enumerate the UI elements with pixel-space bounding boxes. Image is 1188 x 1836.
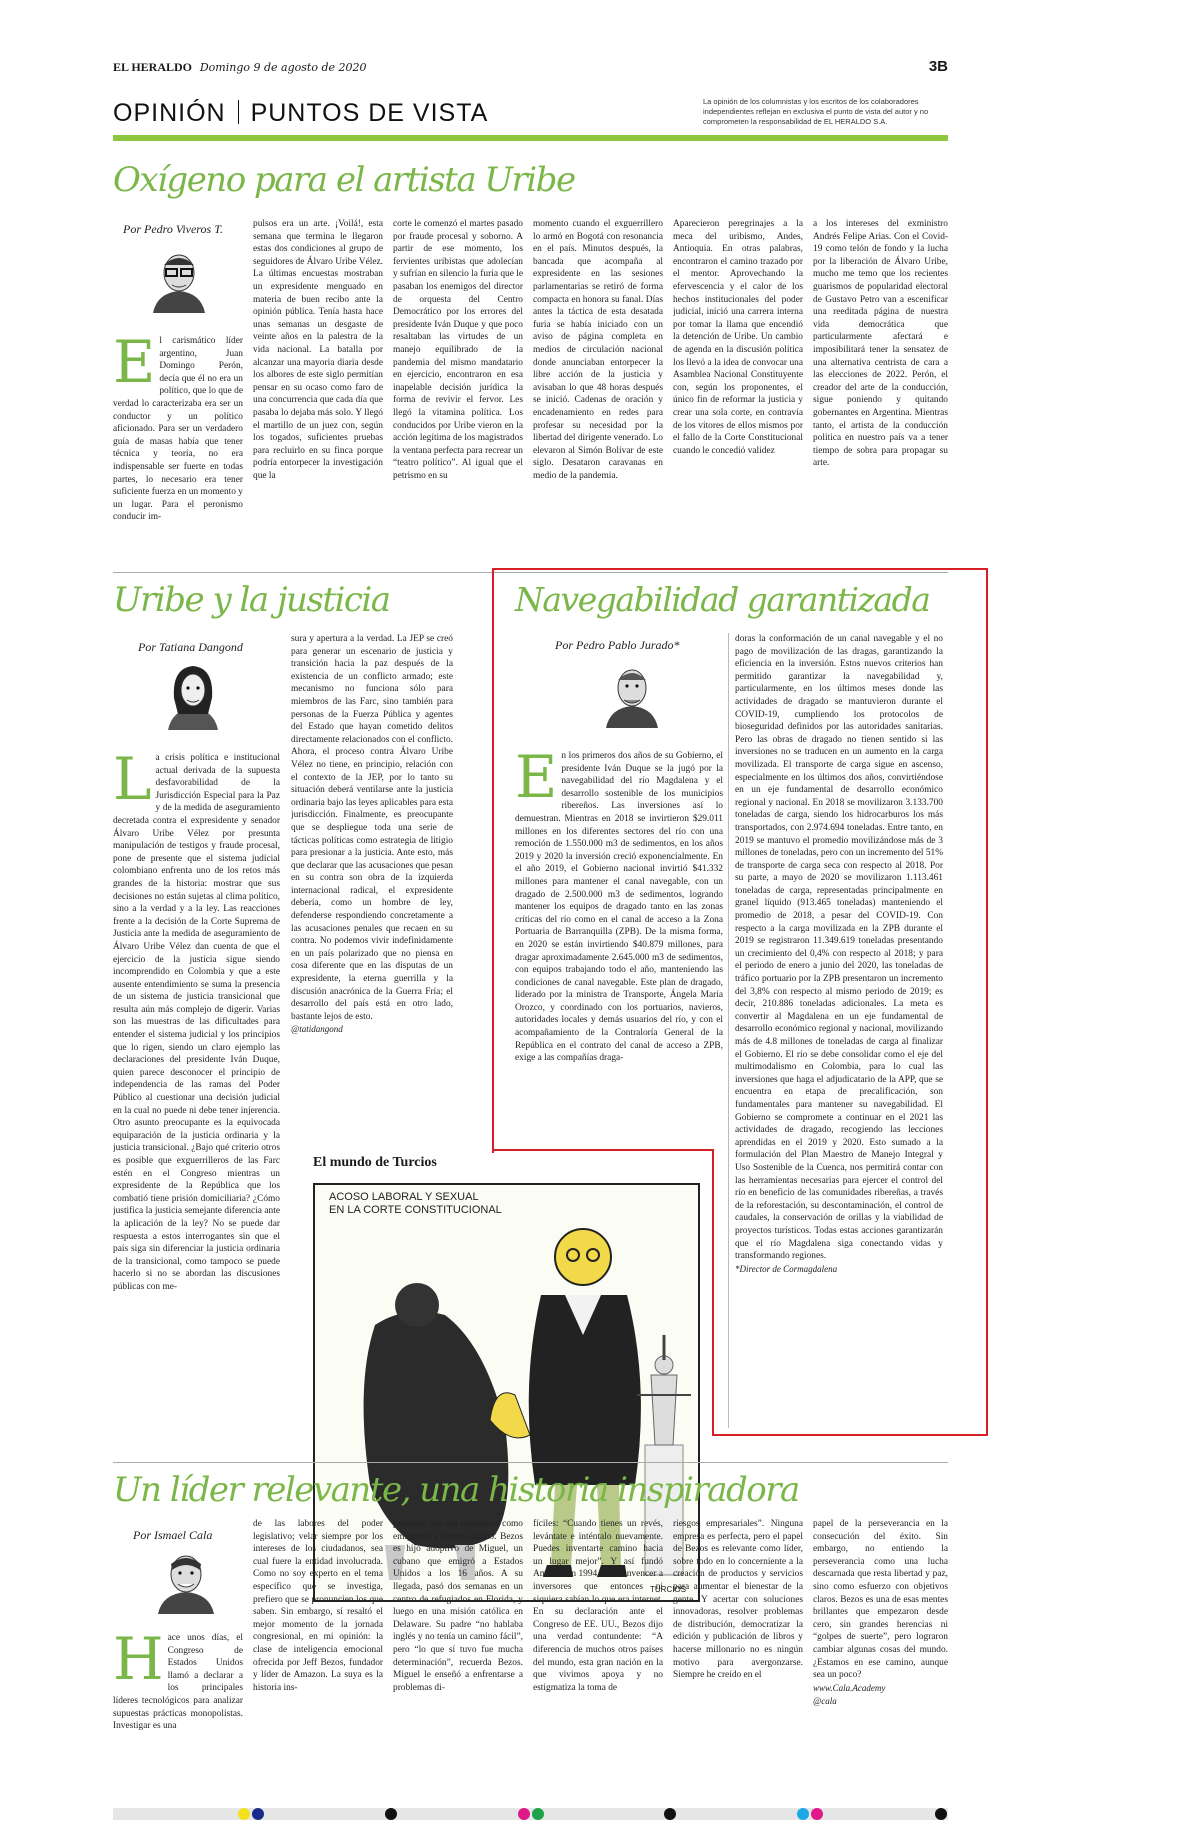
article4-column-3: piradora, que me conmueve como emigrante y como cubano. Bezos es hijo adoptivo de Miguel, un cubano que emigró a Estados Unidos a los 16 años. A su llegada, pasó dos semanas en un centro de refugiados en Florida, y luego en una misión católica en Delaware. Su padre “no hablaba inglés y no tenía un camino fácil”, pero “lo que sí tuvo fue mucha determinación”, recuerda Bezos. Miguel le enseñó a enfrentarse a problemas di- xyxy=(393,1519,523,1693)
article3-headline: Navegabilidad garantizada xyxy=(515,580,930,619)
registration-dot-icon xyxy=(935,1808,947,1820)
article4-column-5: riesgos empresariales”. Ninguna empresa es perfecta, pero el papel de Bezos es relevante como líder, sobre todo en lo concerniente a la creación de productos y servicios para aumentar el bienestar de la gente. Y acertar con soluciones innovadoras, resolver problemas de distribución, democratizar la edición y publicación de libros y hacerse millonario no es ningún motivo para avergonzarse. Siempre he creído en el xyxy=(673,1519,803,1681)
article3-dropcap: E xyxy=(515,750,558,811)
article4-column-4: fíciles: “Cuando tienes un revés, levántate e inténtalo nuevamente. Puedes inventarte camino hacia un lugar mejor”. Y así fundó Amazon en 1994, tras convencer a inversores que entonces ni siquiera sabían lo que era internet. En su declaración ante el Congreso de EE. UU., Bezos dijo una verdad contundente: “A diferencia de muchos otros países del mundo, esta gran nación en la que vivimos apoya y no estigmatiza la toma de xyxy=(533,1519,663,1693)
registration-dot-icon xyxy=(238,1808,250,1820)
article1-column-6: a los intereses del exministro Andrés Felipe Arias. Con el Covid-19 como telón de fondo y la lucha por la liberación de Álvaro Uribe, mucho me temo que los recientes guarismos de popularidad electoral de Gustavo Petro van a escenificar una reeditada página de nuestra vida democrática que particularmente afectará e imposibilitará tener la sensatez de una alternativa centrista de cara a las elecciones de 2022. Perón, el creador del arte de la conducción, sigue poniendo y quitando gobernantes en Argentina. Mientras tanto, el artista de la conducción política en nuestro país va a tener tiempo de sobra para propagar su arte. xyxy=(813,219,948,469)
cartoon-caption-line2: EN LA CORTE CONSTITUCIONAL xyxy=(329,1204,502,1216)
article1-column-1 xyxy=(113,335,243,540)
article4-column-1 xyxy=(113,1632,243,1800)
divider xyxy=(113,1462,948,1463)
article2-column-2 xyxy=(291,633,453,1133)
highlight-frame-top xyxy=(492,568,988,1153)
cartoon-signature: TURCIOS xyxy=(650,1585,686,1594)
article1-byline: Por Pedro Viveros T. xyxy=(123,222,223,236)
article1-headline: Oxígeno para el artista Uribe xyxy=(113,160,575,200)
section-separator xyxy=(238,100,239,124)
article4-column-6 xyxy=(813,1518,948,1800)
author-portrait-icon xyxy=(162,658,224,730)
article1-col1-text: l carismático líder argentino, Juan Domingo Perón, decía que él no era un político, que lo que de verdad lo caracterizaba era ser un conductor y un político aficionado. Para ser un verdadero guía de masas había que tener técnica y teoría, no era indispensable ser fuerte en todas partes, lo necesario era tener suficiente fuerza en un momento y un lugar. Para el peronismo conducir im- xyxy=(113,336,243,523)
disclaimer-note: La opinión de los columnistas y los escritos de los colaboradores independientes reflejan en exclusiva el punto de vista del autor y no comprometen la responsabilidad de EL HERALDO S.A. xyxy=(703,97,929,126)
section-name-opinion: OPINIÓN xyxy=(113,99,226,127)
article2-dropcap: L xyxy=(113,752,152,813)
newspaper-name: EL HERALDO xyxy=(113,60,193,74)
registration-dot-icon xyxy=(811,1808,823,1820)
article2-signature: @tatidangond xyxy=(291,1024,343,1035)
article3-col2-text: doras la conformación de un canal navegable y el no pago de movilización de las dragas, garantizando la eficiencia en la inversión. Estos nuevos criterios han permitido garantizar la navegabilidad y, particularmente, en los últimos meses donde las actividades de dragado se mantuvieron durante el COVID-19, cumpliendo los protocolos de bioseguridad definidos por las autoridades sanitarias. Pero las obras de dragado no tienen sentido si las inversiones no se traducen en un aumento en la carga movilizada. El transporte de carga sigue en ascenso, especialmente en los últimos dos años, convirtiéndose en un eje fundamental de desarrollo económico regional y nacional. En 2018 se movilizaron 3.133.700 toneladas de carga, siendo los hidrocarburos los más transportados, con 2.974.694 toneladas. Entre tanto, en 2019 se mantuvo el promedio movilizándose más de 3 millones de toneladas, pero con un incremento del 51% de transporte de carga seca con respecto al 2018. Por su parte, a mayo de 2020 se movilizaron 1.113.461 toneladas de carga, representadas principalmente en granel líquido (913.465 toneladas) manteniendo el promedio de 2018, a pesar del COVID-19. Con respecto a la carga movilizada en la ZPB durante el 2019 se registraron 11.349.619 toneladas presentando un crecimiento del 0,4% con respecto al 2018; y para el periodo de enero a junio del 2020, las toneladas de tráfico portuario por la ZPB presentaron un incremento del 3,8% con respecto al mismo periodo de 2019; es decir, 210.886 toneladas adicionales. La meta es convertir al Magdalena en un eje fundamental de desarrollo económico regional y nacional, movilizando más de 4.8 millones de toneladas de carga al finalizar el Gobierno. El río se debe consolidar como el eje del multimodalismo en Colombia, para lo cual las inversiones que haga el adjudicatario de la APP, que se encuentra en etapa de precalificación, son fundamentales para mantener su navegabilidad. El Gobierno se compromete a continuar en el 2021 las actividades de dragado, recogiendo las lecciones aprendidas en el 2019 y 2020. Esto sumado a la formulación del Plan Maestro de Manejo Integral y Uso Sostenible de la Cuenca, nos permitirá contar con las herramientas necesarias para ejercer el control del río en beneficio de las comunidades ribereñas, a través de la reforestación, su descontaminación, el control de caudales, la conservación de orillas y la viabilidad de proyectos turísticos. Todas estas acciones garantizarán que el río Magdalena siga conectando vidas y transformando regiones. xyxy=(735,634,943,1262)
article2-column-1 xyxy=(113,752,280,1592)
cartoon-title: El mundo de Turcios xyxy=(313,1155,437,1170)
author-portrait-icon xyxy=(152,1546,220,1614)
page-number: 3B xyxy=(928,58,948,75)
registration-dot-icon xyxy=(797,1808,809,1820)
article4-signature-web: www.Cala.Academy xyxy=(813,1682,886,1693)
article1-column-2: pulsos era un arte. ¡Voilá!, esta semana que termina le llegaron estas dos condiciones al grupo de seguidores de Álvaro Uribe Vélez. La últimas encuestas mostraban un expresidente menguado en materia de buen recibo ante la opinión pública. Tenía hasta hace unas semanas un desgaste de veinte años en la palestra de la vida nacional. La batalla por alcanzar una mayoría diaria desde los albores de este siglo permitían pensar en su ocaso como faro de una concurrencia que cada día que pasaba lo dejaba más solo. Y llegó el martillo de un juez con, según los togados, suficientes pruebas para recluirlo en su finca porque podría entorpecer la investigación que la xyxy=(253,219,383,481)
article2-headline: Uribe y la justicia xyxy=(113,580,390,620)
article1-column-3: corte le comenzó el martes pasado por fraude procesal y soborno. A partir de ese momento, los fervientes uribistas que adolecían y sufrían en silencio la furia que le pasaban los enemigos del director de orquesta del Centro Democrático por los errores del presidente Iván Duque y que poco resaltaban las virtudes de un manejo equilibrado de la pandemia del mismo mandatario en ejercicio, encontraron en esa inapelable decisión jurídica la forma de revivir el fervor. Les llegó la vitamina política. Los conducidos por Uribe vieron en la acción legítima de los magistrados la ventana perfecta para recrear un “teatro político”. Al igual que el petrismo en su xyxy=(393,219,523,481)
article1-column-4: momento cuando el exguerrillero lo armó en Bogotá con resonancia en el país. Minutos después, la bancada que acompaña al expresidente en las sesiones parlamentarias se retiró de forma compacta en honora su fanal. Días antes la táctica de esta desatada furia se había iniciado con un aviso de página completa en medios de circulación nacional donde anunciaban entorpecer la libre acción de la justicia y avisaban lo que 48 horas después se inició. Cadenas de oración y encadenamiento en redes para profesar su necesidad por la libertad del dirigente venerado. Lo elevaron al Simón Bolívar de este siglo. Desataron caravanas en medio de la pandemia. xyxy=(533,219,663,481)
article2-col2-text: sura y apertura a la verdad. La JEP se creó para generar un escenario de justicia y transición hacia la paz después de la existencia de un conflicto armado; este mecanismo no funciona sólo para miembros de las Farc, sino también para personas de la Fuerza Pública y agentes del Estado que hayan cometido delitos directamente relacionados con el conflicto. Ahora, el proceso contra Álvaro Uribe Vélez no tiene, en principio, relación con el contexto de la JEP, por lo tanto su situación deberá ventilarse ante la justicia ordinaria bajo las leyes aplicables para esta jurisdicción. Finalmente, es preocupante que se despliegue toda una serie de tácticas políticas como estrategia de litigio para presionar a la justicia. Ante esto, más que declarar que las acusaciones que pesan en su contra son obra de la izquierda internacional radical, el expresidente debería, como un hombre de ley, defenderse respondiendo concretamente a las acusaciones penales que recaen en su contra. No podemos vivir indefinidamente en un país polarizado que no piensa en cosa diferente que en las disputas de un expresidente, la eterna guerrilla y la discusión anacrónica de la Guerra Fría; el desarrollo del país está en otro lado, bastante lejos de esto. xyxy=(291,634,453,1022)
article4-signature-handle: @cala xyxy=(813,1696,837,1707)
article4-column-2: de las labores del poder legislativo; velar siempre por los intereses de los ciudadanos, sea cual fuere la entidad involucrada. Como no soy experto en el tema específico que se investiga, prefiero que se pronuncien los que saben. Sin embargo, sí resaltó el mejor momento de la jornada congresional, en mi opinión: la clase de inteligencia emocional ofrecida por Jeff Bezos, fundador y líder de Amazon. La suya es la historia ins- xyxy=(253,1519,383,1693)
article3-col1-text: n los primeros dos años de su Gobierno, el presidente Iván Duque se la jugó por la navegabilidad del río Magdalena y el desarrollo sostenible de los municipios ribereños. Las inversiones así lo demuestran. Mientras en 2018 se invirtieron $29.011 millones en los diferentes sectores del río con una remoción de 1.550.000 m3 de sedimentos, en los años 2019 y 2020 la inversión creció exponencialmente. En el año 2019, el Gobierno nacional invirtió $41.332 millones para mantener el canal navegable, con un dragado de 2.500.000 m3 de sedimentos, logrando mantener los equipos de dragado tanto en las zonas críticas del río como en el canal de acceso a la Zona Portuaria de Barranquilla (ZPB). De la misma forma, en 2020 se están invirtiendo $40.879 millones, para dragar aproximadamente 2.645.000 m3 de sedimentos, con equipos trabajando todo el año, manteniendo las condiciones de canal navegable. Este plan de dragado, liderado por la ministra de Transporte, Ángela María Orozco, y coordinado con los portuarios, navieros, autoridades locales y demás usuarios del río, y con el acompañamiento de la Contraloría General de la República en el contrato del canal de acceso a ZPB, exige a las compañías draga- xyxy=(515,751,723,1064)
cartoon-caption-line1: ACOSO LABORAL Y SEXUAL xyxy=(329,1191,479,1203)
article4-col1-text: ace unos días, el Congreso de Estados Unidos llamó a declarar a los principales líderes tecnológicos para analizar supuestas prácticas monopolistas. Investigar es una xyxy=(113,1633,243,1732)
registration-dot-icon xyxy=(664,1808,676,1820)
article2-col1-text: a crisis política e institucional actual derivada de la supuesta desfavorabilidad de la Jurisdicción Especial para la Paz y de la medida de aseguramiento decretada contra el expresidente y senador Álvaro Uribe Vélez por presunta manipulación de testigos y fraude procesal, pone de presente que el sistema judicial colombiano enfrenta uno de los retos más grandes de la historia: mostrar que sus decisiones no están sujetas al clima político, sino a la verdad y a la ley. Las reacciones frente a la decisión de la Corte Suprema de Justicia ante la medida de aseguramiento de Álvaro Uribe Vélez dan cuenta de que el ejercicio de la justicia sigue siendo incomprendido en Colombia y que a este ausente entendimiento se suma la presencia de un sistema de justicia transicional que resulta aún más complejo de digerir. Varias son las muestras de las dificultades para entender el sistema judicial y los principios que lo rigen, siendo un claro ejemplo las declaraciones del presidente Iván Duque, quien parece desconocer el principio de independencia de las ramas del Poder Público al cuestionar una decisión judicial en la cual no puede ni debe tener injerencia. Otro asunto preocupante es la equivocada equiparación de la justicia ordinaria y la justicia transicional. ¿Bajo qué criterio otros es posible que exguerrilleros de las Farc estén en el Congreso mientras un expresidente de la República que los combatió tiene prisión domiciliaria? ¿Cómo justifica la justicia semejante diferencia ante la aplicación de la ley? No se puede dar respuesta a estos interrogantes sin que el país siga sin diferenciar la justicia ordinaria de la transicional, como tampoco se puede hacerlo si no se abordan las discusiones públicas con me- xyxy=(113,753,280,1292)
article4-col6-text: papel de la perseverancia en la consecución del éxito. Sin embargo, no entiendo la perseverancia como una lucha descarnada que resta libertad y paz, sino como esfuerzo con objetivos claros. Bezos es una de esas mentes brillantes que empezaron desde cero, sin grandes herencias ni “golpes de suerte”, pero lograron cambiar algunas cosas del mundo. ¿Estamos en ese camino, aunque sea un poco? xyxy=(813,1519,948,1681)
article4-byline: Por Ismael Cala xyxy=(133,1528,213,1542)
registration-dot-icon xyxy=(532,1808,544,1820)
article4-dropcap: H xyxy=(113,1632,164,1693)
author-portrait-icon xyxy=(145,245,213,313)
section-title xyxy=(113,99,488,128)
highlight-frame-bottom xyxy=(712,1149,988,1436)
issue-date: Domingo 9 de agosto de 2020 xyxy=(199,61,367,74)
article3-signature: *Director de Cormagdalena xyxy=(735,1263,838,1274)
registration-dot-icon xyxy=(518,1808,530,1820)
masthead xyxy=(113,60,948,80)
section-name-puntos: PUNTOS DE VISTA xyxy=(250,99,489,127)
registration-dot-icon xyxy=(385,1808,397,1820)
article2-byline: Por Tatiana Dangond xyxy=(138,640,243,654)
section-header xyxy=(113,95,948,141)
article4-headline: Un líder relevante, una historia inspiradora xyxy=(113,1470,799,1510)
article1-dropcap: E xyxy=(113,335,156,396)
article1-column-5: Aparecieron peregrinajes a la meca del uribismo, Andes, Antioquia. En otras palabras, encontraron el camino trazado por el mentor. Aprovechando la efervescencia y el calor de los hechos institucionales del poder judicial, inició una carrera interna por tomar la llama que encendió la detención de Uribe. Un cambio de agenda en la discusión política los llevó a la idea de convocar una Asamblea Nacional Constituyente con, según los proponentes, el único fin de reformar la justicia y crear una sola corte, en contravía de los vítores de ellos mismos por el fallo de la Corte Constitucional cuando le concedió validez xyxy=(673,219,803,456)
registration-dot-icon xyxy=(252,1808,264,1820)
highlight-frame-step xyxy=(492,1149,714,1151)
article3-byline: Por Pedro Pablo Jurado* xyxy=(555,638,680,652)
